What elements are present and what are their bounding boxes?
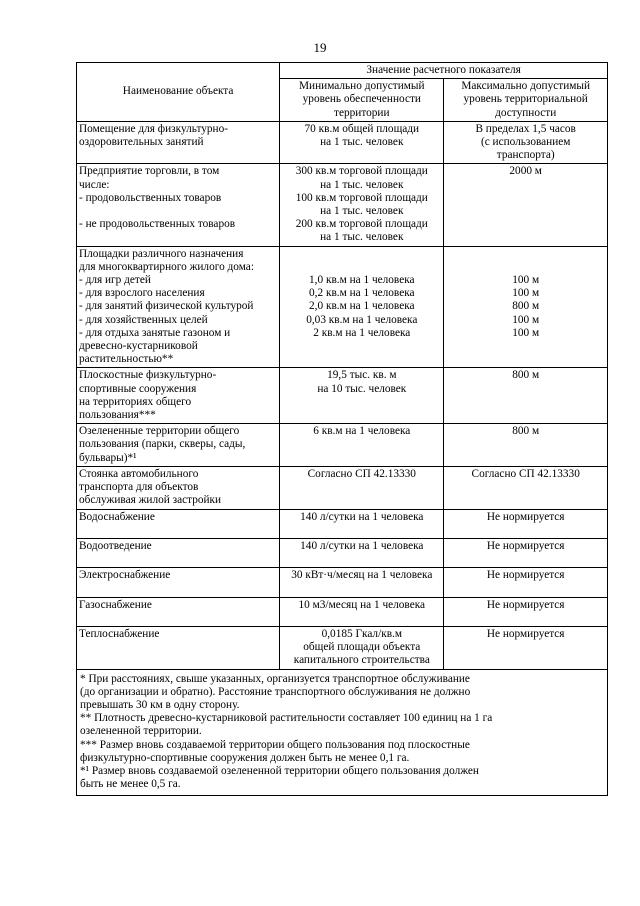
cell-line: 800 м bbox=[512, 300, 540, 313]
cell-line: 0,03 кв.м на 1 человека bbox=[306, 313, 418, 326]
cell-line: - продовольственных товаров bbox=[79, 191, 222, 204]
min-value-cell bbox=[280, 246, 444, 368]
cell-line: Согласно СП 42.13330 bbox=[307, 467, 416, 480]
cell-line: Не нормируется bbox=[486, 598, 565, 611]
table-body bbox=[77, 121, 608, 669]
object-name-cell bbox=[77, 627, 280, 670]
cell-line: на 1 тыс. человек bbox=[320, 231, 404, 244]
min-value-cell bbox=[280, 568, 444, 597]
cell-line: спортивные сооружения bbox=[79, 382, 197, 395]
cell-line: В пределах 1,5 часов bbox=[475, 122, 576, 135]
max-value-cell bbox=[444, 538, 608, 567]
table-row bbox=[77, 246, 608, 368]
cell-line: - для взрослого населения bbox=[79, 287, 205, 300]
cell-line: общей площади объекта bbox=[303, 641, 421, 654]
group-column-header: Значение расчетного показателя bbox=[280, 63, 608, 79]
cell-line bbox=[282, 261, 441, 274]
cell-line: 1,0 кв.м на 1 человека bbox=[309, 274, 415, 287]
cell-line: Плоскостные физкультурно- bbox=[79, 369, 217, 382]
min-value-cell bbox=[280, 424, 444, 467]
cell-line: - для занятий физической культурой bbox=[79, 300, 254, 313]
cell-line: - для отдыха занятые газоном и bbox=[79, 326, 231, 339]
max-value-cell bbox=[444, 368, 608, 424]
cell-line: Площадки различного назначения bbox=[79, 247, 244, 260]
header-line: уровень обеспеченности bbox=[302, 93, 421, 106]
table-row bbox=[77, 538, 608, 567]
object-name-cell bbox=[77, 246, 280, 368]
cell-line: на 1 тыс. человек bbox=[320, 178, 404, 191]
footnote-line: *** Размер вновь создаваемой территории общего пользования под плоскостные bbox=[80, 738, 470, 751]
max-value-cell bbox=[444, 424, 608, 467]
cell-line: Водоотведение bbox=[79, 539, 152, 552]
max-value-cell bbox=[444, 627, 608, 670]
cell-line: на территориях общего bbox=[79, 395, 192, 408]
cell-line: - не продовольственных товаров bbox=[79, 218, 236, 231]
cell-line: Помещение для физкультурно- bbox=[79, 122, 229, 135]
object-name-cell bbox=[77, 568, 280, 597]
cell-line: 2,0 кв.м на 1 человека bbox=[309, 300, 415, 313]
cell-line: Теплоснабжение bbox=[79, 628, 160, 641]
cell-line: 2000 м bbox=[509, 165, 542, 178]
footnote-line: превышать 30 км в одну сторону. bbox=[80, 699, 240, 712]
header-line: уровень территориальной bbox=[463, 93, 588, 106]
cell-line: на 1 тыс. человек bbox=[320, 205, 404, 218]
min-value-cell bbox=[280, 597, 444, 626]
max-value-cell bbox=[444, 509, 608, 538]
cell-line: (с использованием bbox=[480, 136, 571, 149]
max-value-cell bbox=[444, 466, 608, 509]
cell-line: 30 кВт·ч/месяц на 1 человека bbox=[291, 569, 433, 582]
cell-line: 19,5 тыс. кв. м bbox=[327, 369, 397, 382]
cell-line: 10 м3/месяц на 1 человека bbox=[298, 598, 426, 611]
footnote-line: ** Плотность древесно-кустарниковой растительности составляет 100 единиц на 1 га bbox=[80, 712, 493, 725]
cell-line: 800 м bbox=[512, 369, 540, 382]
object-name-cell bbox=[77, 466, 280, 509]
object-name-cell bbox=[77, 597, 280, 626]
indicators-table bbox=[76, 62, 608, 796]
cell-line bbox=[79, 582, 277, 595]
cell-line: на 10 тыс. человек bbox=[317, 382, 407, 395]
cell-line bbox=[79, 553, 277, 566]
object-name-cell bbox=[77, 121, 280, 164]
table-row bbox=[77, 627, 608, 670]
max-value-cell bbox=[444, 121, 608, 164]
cell-line: 100 м bbox=[512, 313, 540, 326]
cell-line: на 1 тыс. человек bbox=[320, 136, 404, 149]
cell-line: 300 кв.м торговой площади bbox=[295, 165, 428, 178]
cell-line: Газоснабжение bbox=[79, 598, 152, 611]
cell-line bbox=[446, 248, 605, 261]
cell-line: Не нормируется bbox=[486, 569, 565, 582]
cell-line: 0,0185 Гкал/кв.м bbox=[321, 628, 403, 641]
min-value-cell bbox=[280, 627, 444, 670]
cell-line: Согласно СП 42.13330 bbox=[471, 467, 580, 480]
object-name-cell bbox=[77, 164, 280, 246]
cell-line: Водоснабжение bbox=[79, 510, 155, 523]
cell-line: 200 кв.м торговой площади bbox=[295, 218, 428, 231]
cell-line: Электроснабжение bbox=[79, 569, 171, 582]
table-row bbox=[77, 121, 608, 164]
cell-line: древесно-кустарниковой bbox=[79, 340, 198, 353]
min-value-cell bbox=[280, 538, 444, 567]
max-column-header bbox=[444, 79, 608, 122]
table-header-row bbox=[77, 63, 608, 79]
max-value-cell bbox=[444, 164, 608, 246]
object-name-cell bbox=[77, 538, 280, 567]
footnote-line: озелененной территории. bbox=[80, 725, 202, 738]
cell-line: оздоровительных занятий bbox=[79, 136, 204, 149]
table-row bbox=[77, 597, 608, 626]
min-value-cell bbox=[280, 121, 444, 164]
cell-line: бульвары)*¹ bbox=[79, 451, 137, 464]
cell-line: пользования*** bbox=[79, 409, 156, 422]
cell-line: Не нормируется bbox=[486, 510, 565, 523]
cell-line: 0,2 кв.м на 1 человека bbox=[309, 287, 415, 300]
table-row bbox=[77, 568, 608, 597]
cell-line: - для хозяйственных целей bbox=[79, 313, 208, 326]
notes-cell bbox=[77, 669, 608, 795]
cell-line: 800 м bbox=[512, 425, 540, 438]
cell-line: Не нормируется bbox=[486, 539, 565, 552]
page-number: 19 bbox=[313, 40, 327, 55]
cell-line: транспорта для объектов bbox=[79, 481, 199, 494]
table-row bbox=[77, 368, 608, 424]
max-value-cell bbox=[444, 597, 608, 626]
cell-line: 6 кв.м на 1 человека bbox=[313, 425, 411, 438]
cell-line: 2 кв.м на 1 человека bbox=[313, 326, 411, 339]
footnote-line: быть не менее 0,5 га. bbox=[80, 778, 181, 791]
object-name-cell bbox=[77, 424, 280, 467]
cell-line: растительностью** bbox=[79, 353, 174, 366]
min-value-cell bbox=[280, 164, 444, 246]
footnote-line: (до организации и обратно). Расстояние транспортного обслуживания не должно bbox=[80, 685, 471, 698]
table-row bbox=[77, 466, 608, 509]
cell-line: Предприятие торговли, в том bbox=[79, 165, 220, 178]
cell-line: для многоквартирного жилого дома: bbox=[79, 260, 254, 273]
notes-row bbox=[77, 669, 608, 795]
min-value-cell bbox=[280, 368, 444, 424]
cell-line: 100 м bbox=[512, 326, 540, 339]
cell-line: - для игр детей bbox=[79, 274, 151, 287]
cell-line bbox=[79, 612, 277, 625]
max-value-cell bbox=[444, 568, 608, 597]
cell-line: Стоянка автомобильного bbox=[79, 467, 199, 480]
cell-line bbox=[446, 261, 605, 274]
cell-line: 100 кв.м торговой площади bbox=[295, 191, 428, 204]
min-column-header bbox=[280, 79, 444, 122]
table-row bbox=[77, 424, 608, 467]
cell-line: Озелененные территории общего bbox=[79, 425, 240, 438]
object-name-cell bbox=[77, 368, 280, 424]
min-value-cell bbox=[280, 509, 444, 538]
max-value-cell bbox=[444, 246, 608, 368]
cell-line: 100 м bbox=[512, 287, 540, 300]
cell-line: Не нормируется bbox=[486, 628, 565, 641]
cell-line bbox=[79, 205, 277, 218]
footnote-line: *¹ Размер вновь создаваемой озелененной территории общего пользования должен bbox=[80, 765, 479, 778]
table-row bbox=[77, 164, 608, 246]
cell-line: обслуживая жилой застройки bbox=[79, 494, 222, 507]
header-line: территории bbox=[334, 106, 390, 119]
header-line: Максимально допустимый bbox=[461, 80, 591, 93]
cell-line: 140 л/сутки на 1 человека bbox=[300, 510, 424, 523]
cell-line bbox=[79, 524, 277, 537]
cell-line bbox=[282, 248, 441, 261]
cell-line: капитального строительства bbox=[293, 654, 430, 667]
table-row bbox=[77, 509, 608, 538]
cell-line: 70 кв.м общей площади bbox=[304, 122, 420, 135]
cell-line: транспорта) bbox=[496, 149, 555, 162]
cell-line: 140 л/сутки на 1 человека bbox=[300, 539, 424, 552]
cell-line: 100 м bbox=[512, 274, 540, 287]
min-value-cell bbox=[280, 466, 444, 509]
cell-line: пользования (парки, скверы, сады, bbox=[79, 438, 246, 451]
object-name-cell bbox=[77, 509, 280, 538]
cell-line: числе: bbox=[79, 178, 110, 191]
name-column-header: Наименование объекта bbox=[77, 63, 280, 122]
footnote-line: физкультурно-спортивные сооружения должен быть не менее 0,1 га. bbox=[80, 751, 410, 764]
header-line: Минимально допустимый bbox=[299, 80, 425, 93]
cell-line bbox=[79, 231, 277, 244]
footnote-line: * При расстояниях, свыше указанных, организуется транспортное обслуживание bbox=[80, 672, 470, 685]
header-line: доступности bbox=[495, 106, 557, 119]
